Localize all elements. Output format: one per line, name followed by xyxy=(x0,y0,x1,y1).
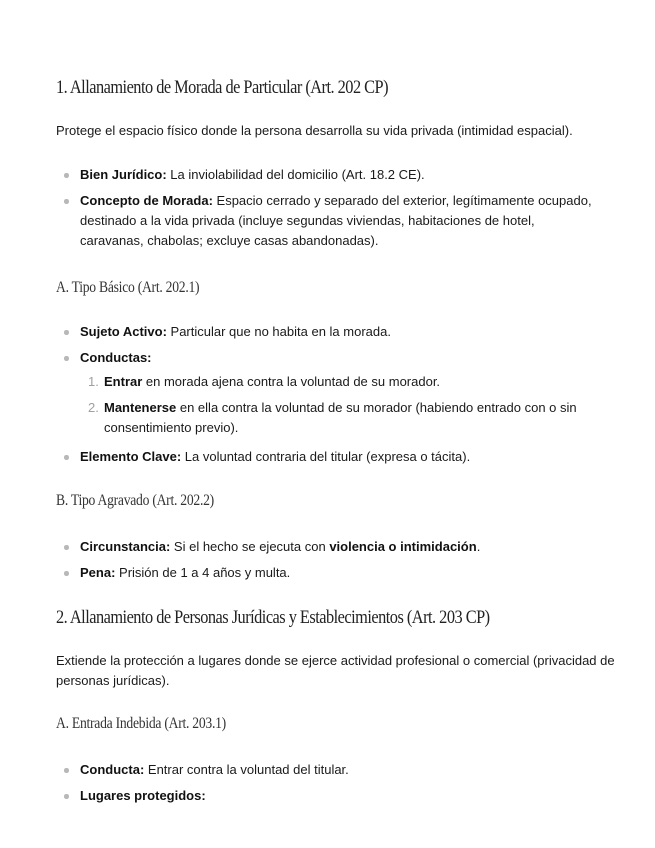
list-item-label: Lugares protegidos: xyxy=(80,788,206,803)
section-2-heading: 2. Allanamiento de Personas Jurídicas y Establecimientos (Art. 203 CP) xyxy=(56,607,490,628)
section-2-intro: Extiende la protección a lugares donde se ejerce actividad profesional o comercial (privacidad de personas jurídicas). xyxy=(56,653,615,688)
bullet-icon xyxy=(64,571,69,576)
bullet-icon xyxy=(64,768,69,773)
section-1-heading: 1. Allanamiento de Morada de Particular (Art. 202 CP) xyxy=(56,77,389,98)
list-item xyxy=(80,760,600,780)
item-number: 2. xyxy=(88,400,99,415)
numbered-item xyxy=(88,398,604,438)
list-item-text: . xyxy=(476,539,481,554)
bullet-icon xyxy=(64,794,69,799)
list-item-label: Circunstancia: xyxy=(80,539,171,554)
list-item-label: Bien Jurídico: xyxy=(80,167,167,182)
list-item-label: Elemento Clave: xyxy=(80,449,182,464)
numbered-item-text: en morada ajena contra la voluntad de su morador. xyxy=(142,374,441,389)
list-item-label: Sujeto Activo: xyxy=(80,324,167,339)
bullet-icon xyxy=(64,173,69,178)
list-item xyxy=(80,165,600,185)
list-item xyxy=(80,322,600,342)
numbered-item xyxy=(88,372,604,392)
subsection-heading: A. Tipo Básico (Art. 202.1) xyxy=(56,279,200,296)
subsection-heading: B. Tipo Agravado (Art. 202.2) xyxy=(56,492,214,509)
numbered-item-label: Entrar xyxy=(104,374,143,389)
numbered-item-text: en ella contra la voluntad de su morador (habiendo entrado con o sin consentimiento previo). xyxy=(104,400,577,435)
bullet-icon xyxy=(64,356,69,361)
list-item-text: La inviolabilidad del domicilio (Art. 18.2 CE). xyxy=(166,167,425,182)
subsection-heading: A. Entrada Indebida (Art. 203.1) xyxy=(56,715,226,732)
bullet-icon xyxy=(64,199,69,204)
bullet-icon xyxy=(64,545,69,550)
list-item-label: Concepto de Morada: xyxy=(80,193,213,208)
list-item-text: Prisión de 1 a 4 años y multa. xyxy=(115,565,291,580)
list-item-label: Pena: xyxy=(80,565,116,580)
list-item xyxy=(80,348,600,368)
list-item-text: Espacio cerrado y separado del exterior, legítimamente ocupado, destinado a la vida privada (incluye segundas viviendas, habitaciones de hotel, caravanas, chabolas; excluye casas abandonadas). xyxy=(80,193,592,248)
bullet-icon xyxy=(64,455,69,460)
list-item xyxy=(80,447,600,467)
item-number: 1. xyxy=(88,374,99,389)
list-item-emphasis: violencia o intimidación xyxy=(329,539,477,554)
list-item-label: Conductas: xyxy=(80,350,152,365)
list-item-label: Conducta: xyxy=(80,762,145,777)
list-item-text: La voluntad contraria del titular (expresa o tácita). xyxy=(181,449,471,464)
list-item xyxy=(80,563,600,583)
list-item xyxy=(80,786,600,806)
section-1-intro: Protege el espacio físico donde la persona desarrolla su vida privada (intimidad espacial). xyxy=(56,123,573,138)
list-item-text: Entrar contra la voluntad del titular. xyxy=(144,762,349,777)
list-item xyxy=(80,191,600,251)
numbered-item-label: Mantenerse xyxy=(104,400,177,415)
bullet-icon xyxy=(64,330,69,335)
list-item-text: Si el hecho se ejecuta con xyxy=(170,539,330,554)
list-item xyxy=(80,537,600,557)
list-item-text: Particular que no habita en la morada. xyxy=(166,324,391,339)
